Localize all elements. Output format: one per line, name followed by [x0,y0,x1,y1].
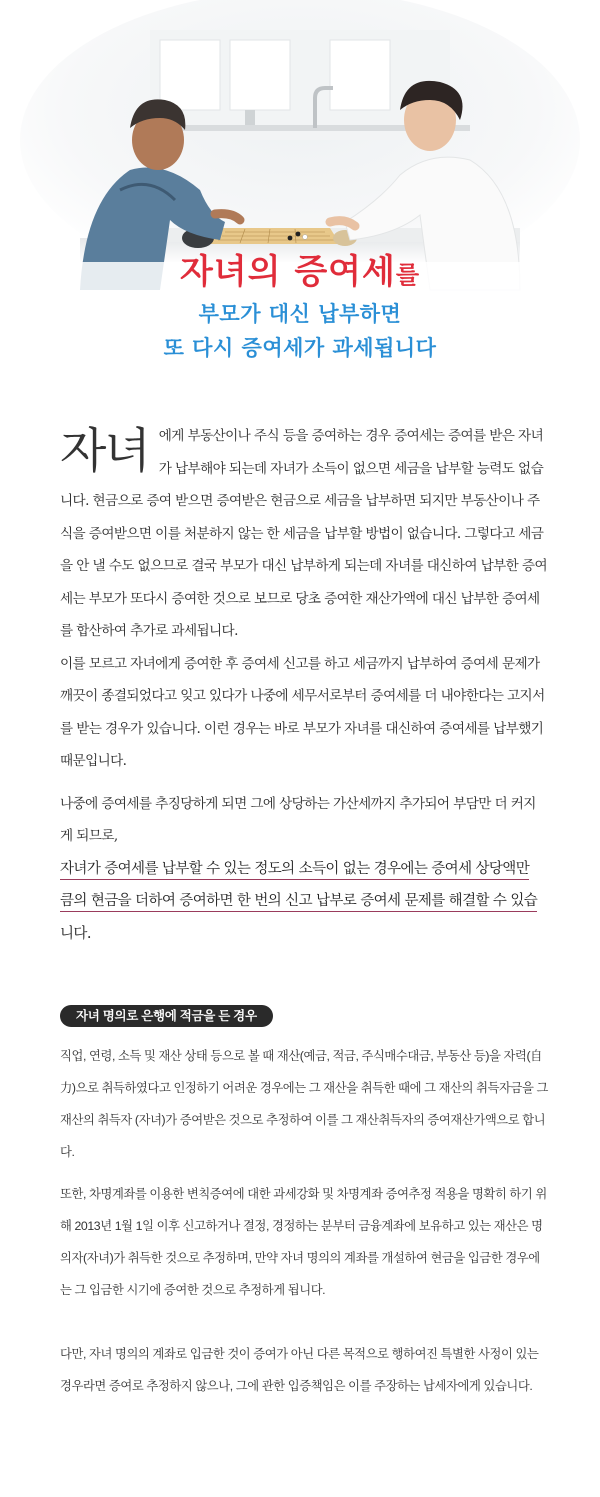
section-text-2: 또한, 차명계좌를 이용한 변칙증여에 대한 과세강화 및 차명계좌 증여추정 적용을 명확히 하기 위해 2013년 1월 1일 이후 신고하거나 결정, 경정하는 분부터 금융계좌에 보유하고 있는 재산은 명의자(자녀)가 취득한 것으로 추정하며, 만약 자녀 명의의 계좌를 개설하여 현금을 입금한 경우에는 그 입금한 시기에 증여한 것으로 추정하게 됩니다. [60,1187,547,1297]
article-highlight [60,853,548,951]
section-paragraph-3 [60,1338,548,1402]
hero-subtitle-line2: 또 다시 증여세가 과세됩니다 [163,336,437,360]
drop-cap: 자녀 [60,423,149,479]
highlight-line-2: 큼의 현금을 더하여 증여하면 한 번의 신고 납부로 증여세 문제를 해결할 수 있습 [60,893,537,912]
hero-title-block [0,250,600,365]
section-paragraph-1 [60,1040,548,1168]
article-paragraph-3: 나중에 증여세를 추징당하게 되면 그에 상당하는 가산세까지 추가되어 부담만 더 커지게 되므로, [60,795,536,844]
highlight-line-3: 니다. [60,925,91,942]
section-badge: 자녀 명의로 은행에 적금을 든 경우 [60,1005,273,1027]
article-paragraph-1: 에게 부동산이나 주식 등을 증여하는 경우 증여세는 증여를 받은 자녀가 납부해야 되는데 자녀가 소득이 없으면 세금을 납부할 능력도 없습니다. 현금으로 증여 받으면 증여받은 현금으로 세금을 납부하면 되지만 부동산이나 주식을 증여받으면 이를 처분하지 않는 한 세금을 납부할 방법이 없습니다. 그렇다고 세금을 안 낼 수도 없으므로 결국 부모가 대신 납부하게 되는데 자녀를 대신하여 납부한 증여세는 부모가 또다시 증여한 것으로 보므로 당초 증여한 재산가액에 대신 납부한 증여세를 합산하여 추가로 과세됩니다. [60,428,547,639]
hero-title-particle: 를 [395,261,421,289]
highlight-line-1: 자녀가 증여세를 납부할 수 있는 정도의 소득이 없는 경우에는 증여세 상당액만 [60,861,529,880]
article-body [60,420,548,950]
hero-title-main: 자녀의 증여세 [179,252,396,292]
section-text-1: 직업, 연령, 소득 및 재산 상태 등으로 볼 때 재산(예금, 적금, 주식매수대금, 부동산 등)을 자력(自力)으로 취득하였다고 인정하기 어려운 경우에는 그 재산을 취득한 때에 그 재산의 취득자금을 그 재산의 취득자 (자녀)가 증여받은 것으로 추정하여 이를 그 재산취득자의 증여재산가액으로 합니다. [60,1049,548,1159]
section-paragraph-2 [60,1178,548,1306]
section-text-3: 다만, 자녀 명의의 계좌로 입금한 것이 증여가 아닌 다른 목적으로 행하여진 특별한 사정이 있는 경우라면 증여로 추정하지 않으나, 그에 관한 입증책임은 이를 주장하는 납세자에게 있습니다. [60,1347,539,1393]
article-paragraph-2: 이를 모르고 자녀에게 증여한 후 증여세 신고를 하고 세금까지 납부하여 증여세 문제가 깨끗이 종결되었다고 잊고 있다가 나중에 세무서로부터 증여세를 더 내야한다는 고지서를 받는 경우가 있습니다. 이런 경우는 바로 부모가 자녀를 대신하여 증여세를 납부했기 때문입니다. [60,655,545,769]
hero-subtitle-line1: 부모가 대신 납부하면 [198,302,402,326]
hero-title [0,250,600,297]
